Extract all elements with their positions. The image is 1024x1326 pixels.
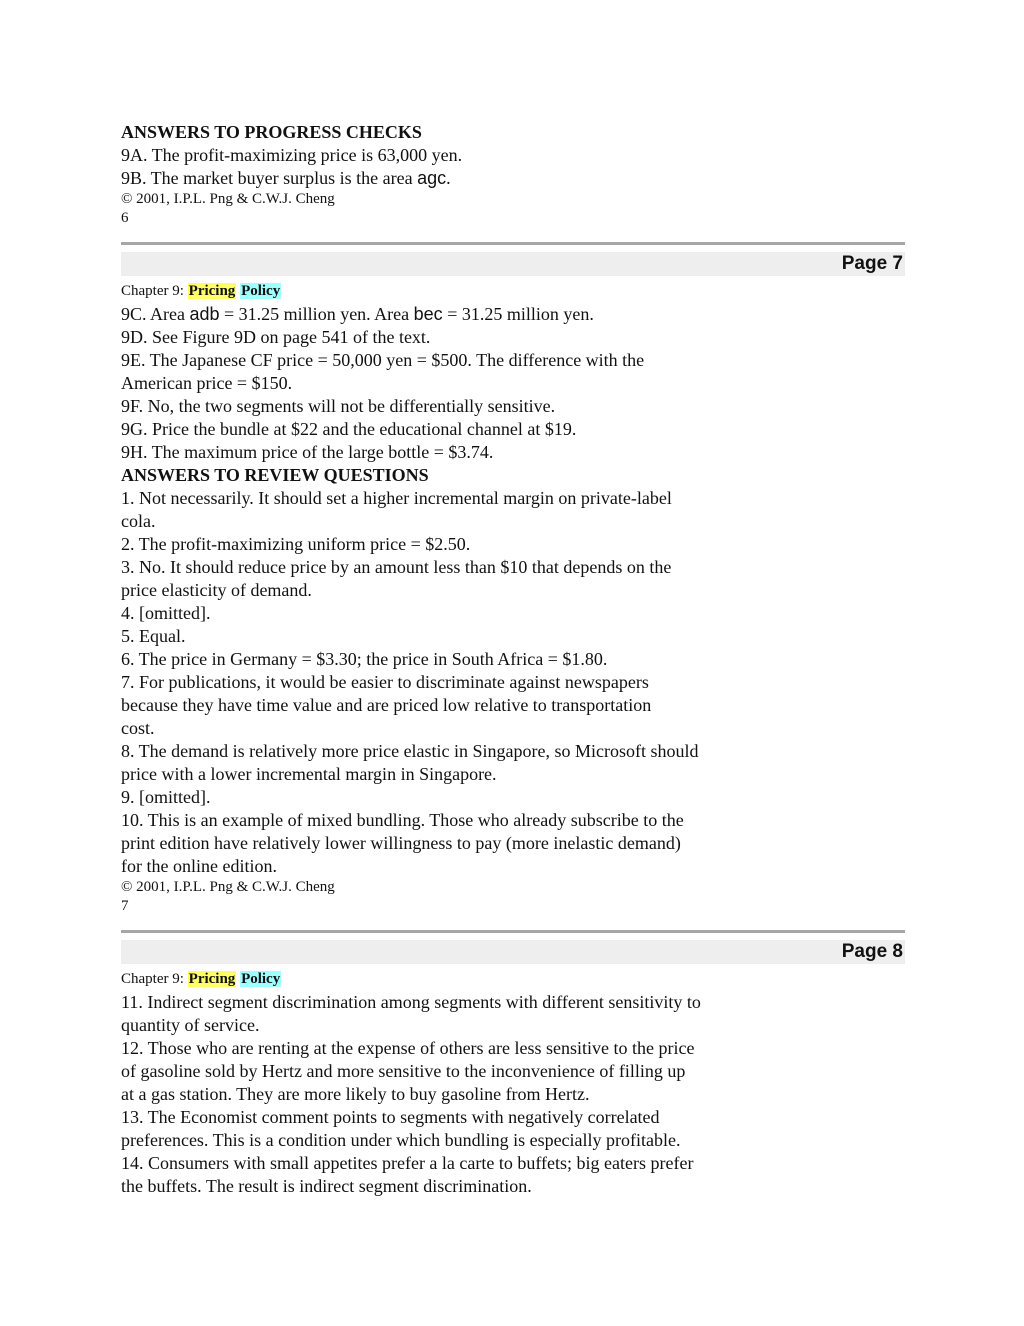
- page-banner: [121, 940, 905, 964]
- answer-9b-end: .: [446, 168, 451, 188]
- answer-9c-variable-2: bec: [413, 304, 443, 324]
- text-line: 9D. See Figure 9D on page 541 of the text.: [121, 327, 431, 347]
- text-line: 9. [omitted].: [121, 787, 211, 807]
- page-label: Page 7: [841, 253, 903, 274]
- highlight-pricing: Pricing: [188, 971, 236, 987]
- chapter-prefix: Chapter 9:: [121, 283, 188, 299]
- text-line: 6. The price in Germany = $3.30; the price in South Africa = $1.80.: [121, 649, 608, 669]
- text-line: the buffets. The result is indirect segment discrimination.: [121, 1176, 532, 1196]
- text-line: 9F. No, the two segments will not be differentially sensitive.: [121, 396, 556, 416]
- text-line: quantity of service.: [121, 1015, 260, 1035]
- text-line: 13. The Economist comment points to segments with negatively correlated: [121, 1107, 660, 1127]
- copyright-notice: © 2001, I.P.L. Png & C.W.J. Cheng: [121, 191, 335, 207]
- copyright-notice: © 2001, I.P.L. Png & C.W.J. Cheng: [121, 879, 335, 895]
- text-line: 7. For publications, it would be easier to discriminate against newspapers: [121, 672, 649, 692]
- text-line: 4. [omitted].: [121, 603, 211, 623]
- page-footer-number: 7: [121, 898, 129, 914]
- answer-9b-text: 9B. The market buyer surplus is the area: [121, 168, 418, 188]
- page-footer-number: 6: [121, 210, 129, 226]
- answer-9c: [121, 303, 905, 326]
- page-separator: [121, 930, 905, 933]
- text-line: for the online edition.: [121, 856, 277, 876]
- text-line: 12. Those who are renting at the expense of others are less sensitive to the price: [121, 1038, 695, 1058]
- text-line: 8. The demand is relatively more price elastic in Singapore, so Microsoft should: [121, 741, 699, 761]
- highlight-policy: Policy: [241, 971, 281, 987]
- answer-9c-text-2: = 31.25 million yen. Area: [219, 304, 414, 324]
- text-line: American price = $150.: [121, 373, 293, 393]
- highlight-pricing: Pricing: [188, 283, 236, 299]
- chapter-prefix: Chapter 9:: [121, 971, 188, 987]
- answer-9c-text-3: = 31.25 million yen.: [442, 304, 594, 324]
- answer-9c-variable-1: adb: [189, 304, 220, 324]
- text-line: at a gas station. They are more likely to buy gasoline from Hertz.: [121, 1084, 590, 1104]
- page-label: Page 8: [841, 941, 903, 962]
- document: [121, 121, 905, 1198]
- text-line: 9G. Price the bundle at $22 and the educational channel at $19.: [121, 419, 577, 439]
- text-line: 11. Indirect segment discrimination among segments with different sensitivity to: [121, 992, 701, 1012]
- page-separator: [121, 242, 905, 245]
- chapter-header: [121, 280, 905, 303]
- text-line: preferences. This is a condition under which bundling is especially profitable.: [121, 1130, 681, 1150]
- answer-9b-variable: agc: [417, 168, 447, 188]
- answer-9a: 9A. The profit-maximizing price is 63,000 yen.: [121, 145, 463, 165]
- text-line: 2. The profit-maximizing uniform price = $2.50.: [121, 534, 471, 554]
- highlight-policy: Policy: [241, 283, 281, 299]
- section-heading-review-questions: ANSWERS TO REVIEW QUESTIONS: [121, 465, 429, 485]
- text-line: cost.: [121, 718, 155, 738]
- text-line: price elasticity of demand.: [121, 580, 312, 600]
- text-line: print edition have relatively lower willingness to pay (more inelastic demand): [121, 833, 681, 853]
- answer-9c-text: 9C. Area: [121, 304, 190, 324]
- text-line: 9H. The maximum price of the large bottle = $3.74.: [121, 442, 494, 462]
- text-line: 14. Consumers with small appetites prefer a la carte to buffets; big eaters prefer: [121, 1153, 694, 1173]
- section-heading-progress-checks: ANSWERS TO PROGRESS CHECKS: [121, 122, 422, 142]
- answer-9b: [121, 167, 905, 190]
- text-line: 9E. The Japanese CF price = 50,000 yen = $500. The difference with the: [121, 350, 645, 370]
- text-line: price with a lower incremental margin in Singapore.: [121, 764, 497, 784]
- text-line: 10. This is an example of mixed bundling. Those who already subscribe to the: [121, 810, 684, 830]
- text-line: 5. Equal.: [121, 626, 186, 646]
- chapter-header: [121, 968, 905, 991]
- text-line: cola.: [121, 511, 156, 531]
- text-line: of gasoline sold by Hertz and more sensitive to the inconvenience of filling up: [121, 1061, 686, 1081]
- text-line: because they have time value and are priced low relative to transportation: [121, 695, 652, 715]
- text-line: 1. Not necessarily. It should set a higher incremental margin on private-label: [121, 488, 672, 508]
- text-line: 3. No. It should reduce price by an amount less than $10 that depends on the: [121, 557, 672, 577]
- page-banner: [121, 252, 905, 276]
